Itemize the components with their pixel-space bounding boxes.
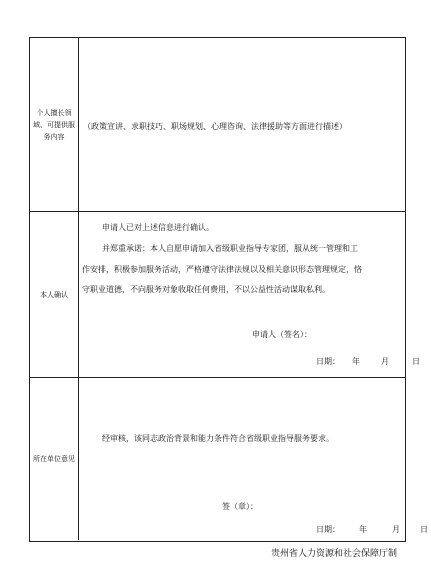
pledge-line-2: 作安排，积极参加服务活动，严格遵守法律法规以及相关意识形态管理规定，恪 xyxy=(82,265,362,274)
applicant-date-year: 年 xyxy=(352,357,360,366)
expertise-content[interactable] xyxy=(79,38,405,211)
pledge-line-1: 并郑重承诺：本人自愿申请加入省级职业指导专家团，服从统一管理和工 xyxy=(102,244,358,253)
seal-label: 签（章）： xyxy=(222,502,258,511)
applicant-date-month: 月 xyxy=(381,357,389,366)
expertise-label: 个人擅长领域、可提供服务内容 xyxy=(30,38,79,211)
confirmation-label: 本人确认 xyxy=(30,212,79,377)
applicant-date-day: 日 xyxy=(412,357,420,366)
expertise-row xyxy=(30,38,405,212)
employer-date-month: 月 xyxy=(392,525,400,534)
application-form-table xyxy=(29,37,428,542)
applicant-date-label: 日期： xyxy=(316,357,340,366)
issuing-authority: 贵州省人力资源和社会保障厅制 xyxy=(270,549,397,559)
employer-opinion-row xyxy=(30,378,428,540)
expertise-description: （政策宣讲、求职技巧、职场规划、心理咨询、法律援助等方面进行描述） xyxy=(83,122,347,131)
pledge-line-3: 守职业道德，不向服务对象收取任何费用，不以公益性活动谋取私利。 xyxy=(82,285,330,294)
applicant-signature-label: 申请人（签名）： xyxy=(252,330,312,339)
employer-opinion-text: 经审核，该同志政治背景和能力条件符合省级职业指导服务要求。 xyxy=(102,434,334,443)
employer-opinion-content xyxy=(79,378,428,540)
employer-opinion-label: 所在单位意见 xyxy=(30,378,79,540)
employer-date-label: 日期： xyxy=(316,525,340,534)
employer-date-day: 日 xyxy=(420,525,428,534)
confirmation-row xyxy=(30,212,420,378)
employer-date-year: 年 xyxy=(359,525,367,534)
confirmation-content xyxy=(79,212,420,377)
confirmation-line-1: 申请人已对上述信息进行确认。 xyxy=(102,223,214,232)
